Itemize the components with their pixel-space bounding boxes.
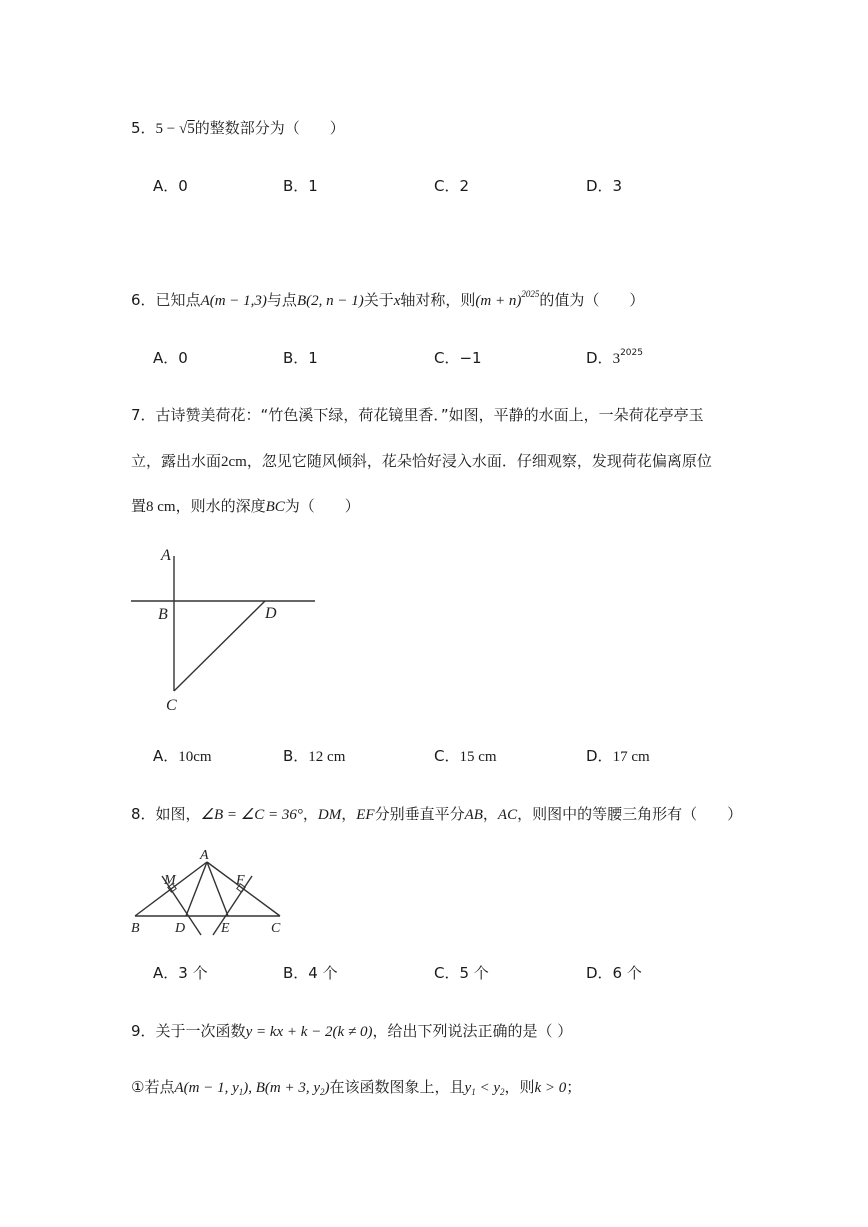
point-a-expr: A(m − 1,3)	[200, 293, 267, 309]
question-text: 置	[131, 497, 147, 515]
q8-option-b[interactable]: B．4 个	[283, 964, 338, 982]
question-number: 7．	[131, 406, 156, 424]
question-text: 轴对称，则	[400, 291, 476, 309]
math-expression: 5 −	[155, 121, 180, 137]
question-number: 8．	[131, 805, 156, 823]
question-text: 在该函数图象上，且	[329, 1078, 465, 1096]
question-number: 6．	[131, 291, 156, 309]
question-6-stem	[131, 290, 644, 311]
q6-option-b[interactable]: B．1	[283, 349, 318, 367]
statement-marker: ①	[131, 1078, 145, 1096]
segment-var: BC	[265, 499, 285, 515]
question-text: 分别垂直平分	[374, 805, 465, 823]
label-c: C	[166, 697, 177, 714]
label-a: A	[161, 547, 171, 564]
condition-expr: k > 0	[534, 1080, 567, 1096]
measure-value: 8 cm	[146, 499, 176, 515]
label-f: F	[236, 873, 245, 888]
question-text: 若点	[144, 1078, 175, 1096]
q5-option-a[interactable]: A．0	[153, 177, 188, 195]
question-text: ，则水的深度	[175, 497, 266, 515]
question-7-line-2	[131, 451, 712, 472]
q7-option-b[interactable]: B．12 cm	[283, 747, 346, 765]
question-text: 古诗赞美荷花：“竹色溪下绿，荷花镜里香．”如图，平静的水面上，一朵荷花亭亭玉	[155, 406, 704, 424]
question-text: 立，露出水面	[131, 452, 222, 470]
q5-option-c[interactable]: C．2	[434, 177, 470, 195]
segment-var: AC	[497, 807, 518, 823]
question-text: 已知点	[155, 291, 201, 309]
axis-var: x	[393, 293, 401, 309]
question-text: 的值为（ ）	[539, 291, 645, 309]
question-text: 的整数部分为（ ）	[194, 119, 345, 137]
label-d: D	[265, 605, 277, 622]
q8-option-c[interactable]: C．5 个	[434, 964, 489, 982]
q6-option-c[interactable]: C．−1	[434, 349, 482, 367]
angle-expr: ∠B = ∠C = 36°	[200, 807, 303, 823]
question-number: 9．	[131, 1022, 156, 1040]
question-number: 5．	[131, 119, 156, 137]
q7-figure	[125, 542, 325, 717]
inequality-expr: $y_1 < y_2$	[464, 1080, 505, 1097]
question-text: 关于一次函数	[155, 1022, 246, 1040]
question-7-line-1	[131, 405, 704, 425]
tilted-stem-cd	[174, 601, 265, 691]
points-expr: A(m − 1, $y_1$), B(m + 3, $y_2$)	[174, 1080, 330, 1097]
function-expr: y = kx + k − 2(k ≠ 0)	[245, 1024, 373, 1040]
question-text: 为（ ）	[284, 497, 360, 515]
label-d: D	[175, 921, 186, 936]
label-b: B	[131, 921, 140, 936]
bisector-ef	[213, 876, 252, 935]
q8-option-d[interactable]: D．6 个	[586, 964, 642, 982]
power-expr: $(m + n)^{2025}$	[475, 289, 540, 309]
segment-var: DM	[317, 807, 342, 823]
question-7-line-3	[131, 496, 360, 517]
question-text: ，则	[504, 1078, 535, 1096]
q6-option-a[interactable]: A．0	[153, 349, 188, 367]
label-e: E	[221, 921, 230, 936]
question-text: ，则图中的等腰三角形有（ ）	[517, 805, 743, 823]
question-text: 如图，	[155, 805, 201, 823]
q8-option-a[interactable]: A．3 个	[153, 964, 208, 982]
question-text: 与点	[266, 291, 297, 309]
q5-option-d[interactable]: D．3	[586, 177, 623, 195]
q7-option-a[interactable]: A．10cm	[153, 747, 212, 765]
q6-option-d[interactable]: D．$3^{2025}$	[586, 348, 643, 367]
question-text: ，忽见它随风倾斜，花朵恰好浸入水面．仔细观察，发现荷花偏离原位	[246, 452, 712, 470]
question-8-stem: 8．如图，∠B = ∠C = 36°，DM，EF分别垂直平分AB，AC，则图中的等腰三角形有（ ）	[131, 805, 743, 823]
q7-option-d[interactable]: D．17 cm	[586, 747, 650, 765]
label-a: A	[200, 848, 209, 863]
question-text: 关于	[363, 291, 394, 309]
label-c: C	[271, 921, 281, 936]
question-text: ，给出下列说法正确的是（ ）	[372, 1022, 573, 1040]
question-9-statement-1: ①若点A(m − 1, $y_1$), B(m + 3, $y_2$)在该函数图象上，且$y_1 < y_2$，则k > 0；	[131, 1078, 582, 1097]
label-m: M	[164, 873, 176, 888]
measure-value: 2cm	[221, 454, 247, 470]
segment-var: EF	[356, 807, 375, 823]
q5-option-b[interactable]: B．1	[283, 177, 318, 195]
label-b: B	[158, 606, 168, 623]
point-b-expr: B(2, n − 1)	[296, 293, 364, 309]
q8-figure	[128, 842, 288, 937]
q7-option-c[interactable]: C．15 cm	[434, 747, 497, 765]
question-5-stem	[131, 118, 345, 139]
question-9-stem	[131, 1021, 572, 1042]
segment-var: AB	[464, 807, 483, 823]
sqrt-expression: √5	[179, 121, 195, 137]
